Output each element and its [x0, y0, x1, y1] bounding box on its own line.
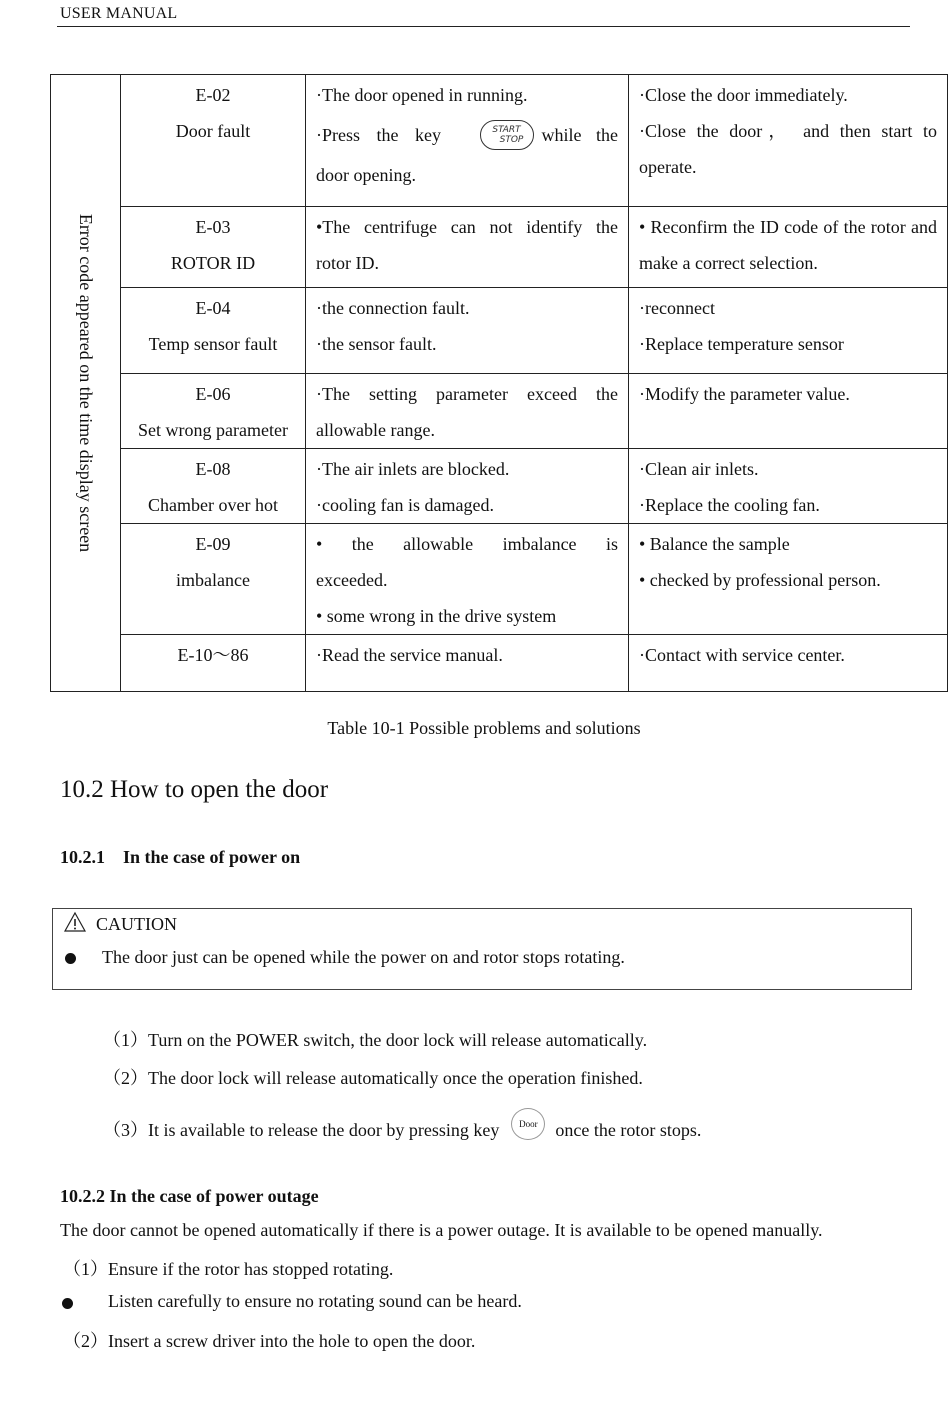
- solution-text: make a correct selection.: [639, 253, 818, 273]
- table-row: [51, 75, 948, 207]
- solution-text: • checked by professional person.: [639, 570, 881, 590]
- section-title: 10.2 How to open the door: [60, 776, 329, 803]
- error-name: Door fault: [175, 121, 251, 141]
- solution-text: ·Replace the cooling fan.: [639, 495, 820, 515]
- error-code: E-10～86: [177, 645, 249, 665]
- cause-cell: [306, 288, 629, 374]
- cause-text: ·The air inlets are blocked.: [316, 459, 510, 479]
- cause-text: door opening.: [316, 165, 416, 185]
- solution-text: • Balance the sample: [639, 534, 790, 554]
- cause-cell: [306, 207, 629, 288]
- solution-cell: [629, 635, 948, 692]
- caution-text: The door just can be opened while the power on and rotor stops rotating.: [102, 947, 625, 967]
- subsection-number: 10.2.1: [60, 847, 105, 867]
- step-2: （2）The door lock will release automatically once the operation finished.: [103, 1068, 643, 1088]
- cause-text: •The centrifuge can not identify the: [316, 217, 618, 237]
- table-row: [51, 288, 948, 374]
- cause-text: • some wrong in the drive system: [316, 606, 557, 626]
- side-label: Error code appeared on the time display screen: [75, 213, 96, 553]
- cause-text: while the: [541, 125, 618, 145]
- error-code-cell: [121, 207, 306, 288]
- bullet-icon: [65, 953, 76, 964]
- outage-paragraph: The door cannot be opened automatically if there is a power outage. It is available to be opened manually.: [60, 1220, 823, 1240]
- solution-cell: [629, 449, 948, 524]
- error-name: imbalance: [176, 570, 250, 590]
- cause-cell: [306, 635, 629, 692]
- key-label-bottom: STOP: [499, 135, 524, 145]
- error-code: E-04: [195, 298, 231, 318]
- cause-cell: [306, 524, 629, 635]
- solution-cell: [629, 75, 948, 207]
- outage-step-1: （1）Ensure if the rotor has stopped rotating.: [63, 1259, 394, 1279]
- table-row: [51, 524, 948, 635]
- cause-text: ·Read the service manual.: [316, 645, 503, 665]
- step-3-text: （3）It is available to release the door by pressing key: [103, 1120, 500, 1141]
- cause-text: ·the connection fault.: [316, 298, 470, 318]
- door-key-icon: Door: [511, 1108, 545, 1140]
- error-name: Set wrong parameter: [138, 420, 288, 440]
- cause-text: exceeded.: [316, 570, 388, 590]
- cause-text: ·The setting parameter exceed the: [316, 384, 618, 404]
- error-name: ROTOR ID: [170, 253, 256, 273]
- table-row: [51, 374, 948, 449]
- error-code: E-08: [195, 459, 231, 479]
- header-divider: [57, 26, 910, 27]
- outage-bullet-text: Listen carefully to ensure no rotating sound can be heard.: [108, 1291, 522, 1311]
- error-code-table: [50, 74, 948, 692]
- solution-text: ·Clean air inlets.: [639, 459, 759, 479]
- error-code: E-06: [195, 384, 231, 404]
- header-title: USER MANUAL: [60, 5, 178, 22]
- solution-text: ·reconnect: [639, 298, 715, 318]
- solution-cell: [629, 207, 948, 288]
- error-code: E-09: [195, 534, 231, 554]
- step-3-text: once the rotor stops.: [555, 1120, 702, 1141]
- key-label-top: START: [492, 125, 521, 135]
- cause-line-with-key: [316, 113, 618, 157]
- cause-text: • the allowable imbalance is: [316, 534, 618, 554]
- error-code-cell: [121, 449, 306, 524]
- error-code-cell: [121, 635, 306, 692]
- start-stop-key-icon: [480, 120, 534, 150]
- cause-text: ·cooling fan is damaged.: [316, 495, 494, 515]
- cause-text: ·Press the key: [316, 125, 441, 145]
- solution-text: ·Replace temperature sensor: [639, 334, 844, 354]
- cause-cell: [306, 75, 629, 207]
- bullet-icon: [62, 1298, 73, 1309]
- error-code-cell: [121, 288, 306, 374]
- solution-cell: [629, 288, 948, 374]
- outage-step-2: （2）Insert a screw driver into the hole to open the door.: [63, 1331, 476, 1351]
- table-row: [51, 635, 948, 692]
- solution-text: operate.: [639, 157, 697, 177]
- error-name: Chamber over hot: [148, 495, 278, 515]
- caution-title: CAUTION: [96, 914, 177, 934]
- step-1: （1）Turn on the POWER switch, the door lock will release automatically.: [103, 1030, 648, 1050]
- cause-text: allowable range.: [316, 420, 435, 440]
- cause-text-split: [316, 117, 472, 153]
- cause-text: ·the sensor fault.: [316, 334, 437, 354]
- solution-text: • Reconfirm the ID code of the rotor and: [639, 217, 937, 237]
- warning-icon: [63, 911, 87, 933]
- error-code-cell: [121, 374, 306, 449]
- cause-cell: [306, 374, 629, 449]
- solution-text: ·Modify the parameter value.: [639, 384, 850, 404]
- error-code-cell: [121, 524, 306, 635]
- solution-cell: [629, 374, 948, 449]
- table-row: [51, 449, 948, 524]
- error-code: E-03: [195, 217, 231, 237]
- solution-text: ·Close the door， and then start to: [639, 121, 937, 141]
- cause-text: ·The door opened in running.: [316, 85, 528, 105]
- subsection-label: In the case of power on: [123, 847, 301, 867]
- cause-text: rotor ID.: [316, 253, 379, 273]
- side-label-cell: [51, 75, 121, 692]
- error-name: Temp sensor fault: [148, 334, 278, 354]
- error-code: E-02: [195, 85, 231, 105]
- table-caption: Table 10-1 Possible problems and solutions: [327, 718, 641, 738]
- solution-text: ·Close the door immediately.: [639, 85, 848, 105]
- step-3: [103, 1116, 701, 1148]
- caution-box: [52, 908, 912, 990]
- solution-cell: [629, 524, 948, 635]
- error-code-cell: [121, 75, 306, 207]
- solution-text: ·Contact with service center.: [639, 645, 845, 665]
- cause-cell: [306, 449, 629, 524]
- subsection-title-power-on: [60, 847, 300, 868]
- table-row: [51, 207, 948, 288]
- subsection-title-power-outage: 10.2.2 In the case of power outage: [60, 1186, 319, 1206]
